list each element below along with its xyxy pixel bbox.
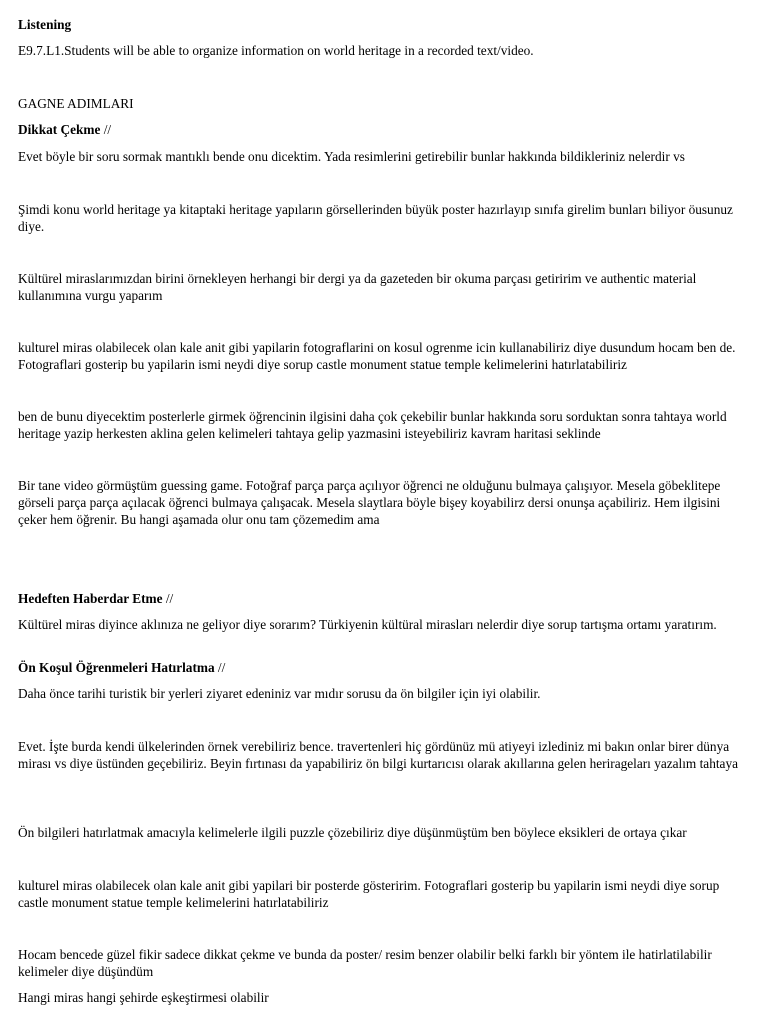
gagne-heading: GAGNE ADIMLARI — [18, 96, 134, 111]
objective-info-paragraph: Kültürel miras diyince aklınıza ne geliyor diye sorarım? Türkiyenin kültüral mirasları nelerdir diye sorup tartışma ortamı yaratırım. — [18, 617, 717, 632]
prior-learning-paragraph: Ön bilgileri hatırlatmak amacıyla kelimelerle ilgili puzzle çözebiliriz diye düşünmüştüm ben böylece eksikleri de ortaya çıkar — [18, 825, 687, 840]
attention-heading-text: Dikkat Çekme — [18, 122, 101, 137]
attention-paragraph: Bir tane video görmüştüm guessing game. Fotoğraf parça parça açılıyor öğrenci ne olduğunu bulmaya çalışıyor. Mesela göbeklitepe görseli parça parça açılacak öğrenci bulmaya çalışacak. Mesela slaytlara böyle bişey koyabilirz dersi onunşa açabiliriz. Hem ilgisini çeker hem öğrenir. Bu hangi aşamada olur onu tam çözemedim ama — [18, 478, 721, 527]
objective-info-heading-separator: // — [162, 591, 174, 606]
attention-paragraph: Kültürel miraslarımızdan birini örnekleyen herhangi bir dergi ya da gazeteden bir okuma parçası getiririm ve authentic material kullanımına vurgu yaparım — [18, 271, 697, 303]
attention-paragraph: Şimdi konu world heritage ya kitaptaki heritage yapıların görsellerinden büyük poster hazırlayıp sınıfa girelim bunları biliyor öusunuz diye. — [18, 202, 733, 234]
attention-heading — [18, 121, 748, 138]
prior-learning-paragraph: Evet. İşte burda kendi ülkelerinden örnek verebiliriz bence. travertenleri hiç gördünüz mü atiyeyi izlediniz mi bakın onlar birer dünya mirası vs diye üstünden geçebiliriz. Beyin fırtınası da yapabiliriz ön bilgi kurtarıcısı olarak akıllarına gelen herirageları yazalım tahtaya — [18, 739, 738, 771]
prior-learning-paragraph: Daha önce tarihi turistik bir yerleri ziyaret edeniniz var mıdır sorusu da ön bilgiler için iyi olabilir. — [18, 686, 541, 701]
prior-learning-heading — [18, 659, 748, 676]
attention-heading-separator: // — [100, 122, 112, 137]
prior-learning-heading-separator: // — [214, 660, 226, 675]
prior-learning-heading-text: Ön Koşul Öğrenmeleri Hatırlatma — [18, 660, 215, 675]
prior-learning-paragraph: kulturel miras olabilecek olan kale anit gibi yapilari bir posterde gösteririm. Fotograflari gosterip bu yapilarin ismi neydi diye sorup castle monument statue temple kelimelerini hatırlatabiliriz — [18, 878, 720, 910]
attention-paragraph: Evet böyle bir soru sormak mantıklı bende onu dicektim. Yada resimlerini getirebilir bunlar hakkında bildikleriniz nelerdir vs — [18, 149, 685, 164]
section-title: Listening — [18, 17, 72, 32]
attention-paragraph: ben de bunu diyecektim posterlerle girmek öğrencinin ilgisini daha çok çekebilir bunlar hakkında soru sorduktan sonra tahtaya world heritage yazip herkesten aklina gelen kelimeleri tahtaya gelip yazmasini isteyebiliriz kavram haritasi seklinde — [18, 409, 727, 441]
objective-info-heading-text: Hedeften Haberdar Etme — [18, 591, 163, 606]
attention-paragraph: kulturel miras olabilecek olan kale anit gibi yapilarin fotograflarini on kosul ogrenme icin kullanabiliriz diye dusundum hocam ben de. Fotograflari gosterip bu yapilarin ismi neydi diye sorup castle monument statue temple kelimelerini hatırlatabiliriz — [18, 340, 736, 372]
learning-objective: E9.7.L1.Students will be able to organize information on world heritage in a recorded text/video. — [18, 43, 534, 58]
objective-info-heading — [18, 590, 748, 607]
prior-learning-paragraph: Hocam bencede güzel fikir sadece dikkat çekme ve bunda da poster/ resim benzer olabilir belki farklı bir yöntem ile hatirlatilabilir kelimeler diye düşündüm — [18, 947, 712, 979]
prior-learning-paragraph: Hangi miras hangi şehirde eşkeştirmesi olabilir — [18, 990, 269, 1005]
